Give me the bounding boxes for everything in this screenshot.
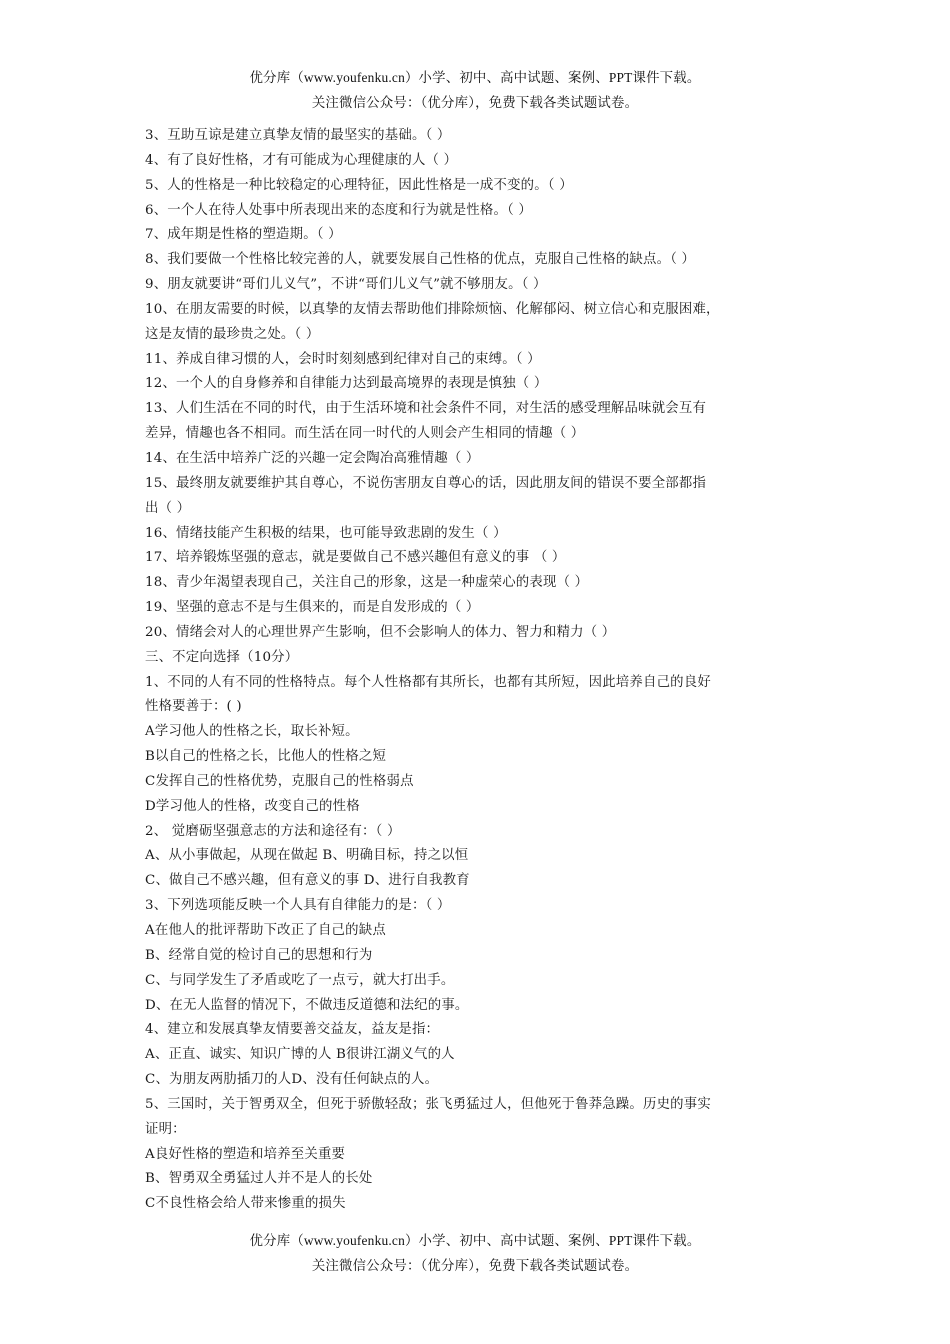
text-line: 11、养成自律习惯的人，会时时刻刻感到纪律对自己的束缚。（ ） — [145, 351, 541, 367]
page-header — [0, 66, 950, 116]
text-line: 证明： — [145, 1121, 186, 1137]
text-line: 4、有了良好性格，才有可能成为心理健康的人（ ） — [145, 152, 458, 168]
text-line: 2、 觉磨砺坚强意志的方法和途径有：（ ） — [145, 823, 401, 839]
answer-option: A学习他人的性格之长，取长补短。 — [145, 724, 359, 740]
text-line: 性格要善于：( ) — [145, 699, 242, 715]
text-line: 5、三国时，关于智勇双全，但死于骄傲轻敌；张飞勇猛过人，但他死于鲁莽急躁。历史的事实 — [145, 1096, 711, 1112]
footer-line-1: 优分库（www.youfenku.cn）小学、初中、高中试题、案例、PPT课件下载。 — [249, 1233, 701, 1248]
text-line: 20、情绪会对人的心理世界产生影响，但不会影响人的体力、智力和精力（ ） — [145, 624, 616, 640]
answer-option: A、从小事做起，从现在做起 B、明确目标，持之以恒 — [145, 848, 469, 864]
page-footer — [0, 1229, 950, 1279]
text-line: 4、建立和发展真挚友情要善交益友，益友是指： — [145, 1022, 440, 1038]
footer-line-2: 关注微信公众号：（优分库），免费下载各类试题试卷。 — [311, 1257, 639, 1273]
text-line: 18、青少年渴望表现自己，关注自己的形象，这是一种虚荣心的表现（ ） — [145, 575, 589, 591]
text-line: 13、人们生活在不同的时代，由于生活环境和社会条件不同，对生活的感受理解品味就会互有 — [145, 401, 707, 417]
text-line: 出（ ） — [145, 500, 191, 516]
answer-option: C、为朋友两肋插刀的人D、没有任何缺点的人。 — [145, 1072, 439, 1088]
text-line: 17、培养锻炼坚强的意志，就是要做自己不感兴趣但有意义的事 （ ） — [145, 550, 566, 566]
text-line: 6、一个人在待人处事中所表现出来的态度和行为就是性格。（ ） — [145, 202, 533, 218]
answer-option: C、做自己不感兴趣，但有意义的事 D、进行自我教育 — [145, 873, 470, 889]
answer-option: A、正直、诚实、知识广博的人 B很讲江湖义气的人 — [145, 1047, 455, 1063]
answer-option: D、在无人监督的情况下，不做违反道德和法纪的事。 — [145, 997, 469, 1013]
section-heading: 三、不定向选择（10分） — [145, 649, 299, 665]
answer-option: A良好性格的塑造和培养至关重要 — [145, 1146, 346, 1162]
text-line: 14、在生活中培养广泛的兴趣一定会陶冶高雅情趣（ ） — [145, 450, 480, 466]
text-line: 3、下列选项能反映一个人具有自律能力的是：（ ） — [145, 898, 451, 914]
text-line: 16、情绪技能产生积极的结果，也可能导致悲剧的发生（ ） — [145, 525, 507, 541]
text-line: 12、一个人的自身修养和自律能力达到最高境界的表现是慎独（ ） — [145, 376, 548, 392]
answer-option: D学习他人的性格，改变自己的性格 — [145, 798, 360, 814]
text-line: 3、互助互谅是建立真挚友情的最坚实的基础。（ ） — [145, 128, 451, 143]
text-line: 19、坚强的意志不是与生俱来的，而是自发形成的（ ） — [145, 600, 480, 616]
answer-option: B、经常自觉的检讨自己的思想和行为 — [145, 947, 373, 963]
header-line-2: 关注微信公众号：（优分库），免费下载各类试题试卷。 — [311, 94, 639, 110]
text-line: 1、不同的人有不同的性格特点。每个人性格都有其所长，也都有其所短，因此培养自己的良好 — [145, 674, 711, 690]
answer-option: C、与同学发生了矛盾或吃了一点亏，就大打出手。 — [145, 972, 455, 988]
answer-option: C不良性格会给人带来惨重的损失 — [145, 1196, 346, 1212]
text-line: 15、最终朋友就要维护其自尊心，不说伤害朋友自尊心的话，因此朋友间的错误不要全部都指 — [145, 475, 707, 491]
answer-option: B以自己的性格之长，比他人的性格之短 — [145, 749, 387, 765]
text-line: 这是友情的最珍贵之处。（ ） — [145, 326, 320, 342]
header-line-1: 优分库（www.youfenku.cn）小学、初中、高中试题、案例、PPT课件下载。 — [249, 70, 701, 85]
text-line: 差异，情趣也各不相同。而生活在同一时代的人则会产生相同的情趣（ ） — [145, 426, 585, 442]
text-line: 5、人的性格是一种比较稳定的心理特征，因此性格是一成不变的。（ ） — [145, 177, 573, 193]
answer-option: C发挥自己的性格优势，克服自己的性格弱点 — [145, 773, 414, 789]
answer-option: A在他人的批评帮助下改正了自己的缺点 — [145, 923, 386, 938]
answer-option: B、智勇双全勇猛过人并不是人的长处 — [145, 1171, 373, 1187]
document-body — [145, 124, 815, 1217]
text-line: 10、在朋友需要的时候，以真挚的友情去帮助他们排除烦恼、化解郁闷、树立信心和克服困难， — [145, 301, 720, 317]
text-line: 8、我们要做一个性格比较完善的人，就要发展自己性格的优点，克服自己性格的缺点。（ ） — [145, 252, 696, 268]
text-line: 9、朋友就要讲“哥们儿义气”，不讲“哥们儿义气”就不够朋友。（ ） — [145, 277, 547, 293]
text-line: 7、成年期是性格的塑造期。（ ） — [145, 227, 342, 243]
